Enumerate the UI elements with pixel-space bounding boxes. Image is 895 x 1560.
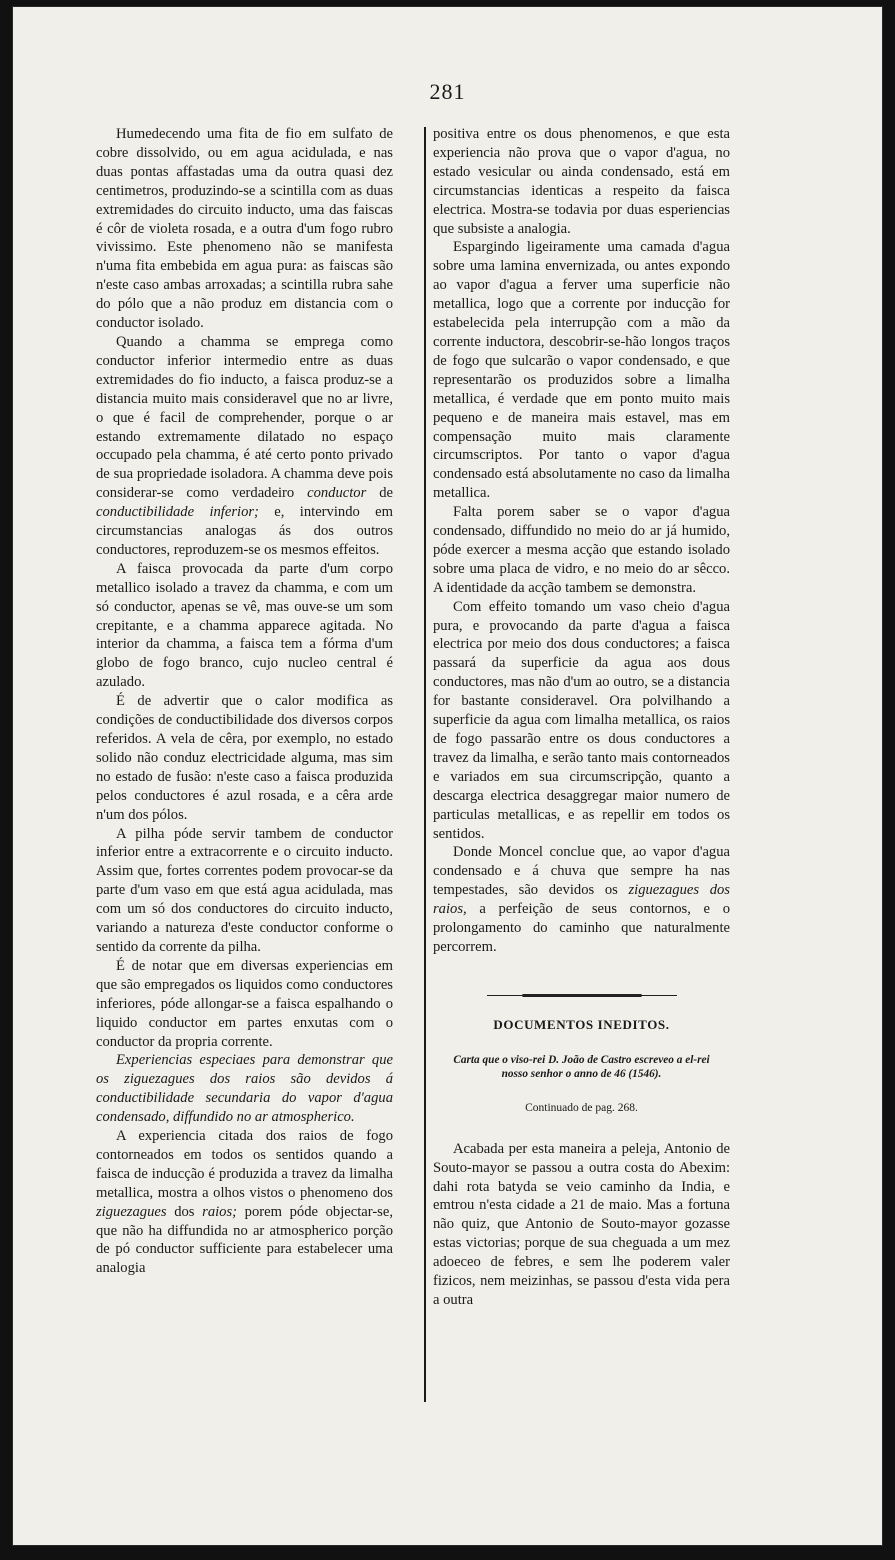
paragraph: Donde Moncel conclue que, ao vapor d'agua condensado e á chuva que sempre ha nas tempestades, são devidos os ziguezagues dos raios, a perfeição de seus contornos, e o prolongamento do caminho que naturalmente percorrem.	[433, 844, 730, 955]
section-title: DOCUMENTOS INEDITOS.	[493, 1016, 670, 1032]
paragraph: Com effeito tomando um vaso cheio d'agua pura, e provocando da parte d'agua a faisca electrica por meio dos dous conductores; a faisca passará da superficie da agua aos dous conductores, mas não d'um ao outro, se a distancia for bastante consideravel. Ora polvilhando a superficie da agua com limalha metallica, os raios de fogo passarão entre os dous conductores a travez da limalha, e serão tanto mais contorneados e variados em sua circumscripção, quanto a descarga electrica desaggregar maior numero de particulas metallicas, e as repellir em todos os sentidos.	[433, 598, 730, 842]
section-heading: Experiencias especiaes para demonstrar que os ziguezagues dos raios são devidos á conductibilidade secundaria do vapor d'agua condensado, diffundido no ar atmospherico.	[96, 1052, 393, 1126]
paragraph: É de notar que em diversas experiencias em que são empregados os liquidos como conductores inferiores, póde allongar-se a faisca espalhando o liquido conductor em partes enxutas com o conductor da propria corrente.	[96, 957, 393, 1050]
right-column	[433, 125, 730, 1310]
continued-note: Continuado de pag. 268.	[525, 1101, 638, 1114]
letter-title: Carta que o viso-rei D. João de Castro escreveo a el-rei nosso senhor o anno de 46 (1546).	[453, 1053, 710, 1080]
paragraph: Humedecendo uma fita de fio em sulfato de cobre dissolvido, ou em agua acidulada, e nas duas pontas affastadas uma da outra quasi dez centimetros, produzindo-se a scintilla com as duas extremidades do circuito inducto, uma das faiscas é côr de violeta rosada, e a outra d'um fogo rubro vivissimo. Este phenomeno não se manifesta n'uma fita embebida em agua pura: as faiscas são n'este caso ambas arroxadas; a scintilla rubra sahe do pólo que a não produz em distancia com o conductor isolado.	[96, 126, 393, 332]
page-number: 281	[429, 79, 466, 104]
paragraph: Quando a chamma se emprega como conductor inferior intermedio entre as duas extremidades do fio inducto, a faisca produz-se a distancia muito mais consideravel que no ar livre, o que é facil de comprehender, porque o ar estando extremamente dilatado no espaço occupado pela chamma, é até certo ponto privado de sua propriedade isoladora. A chamma deve pois considerar-se como verdadeiro conductor de conductibilidade inferior; e, intervindo em circumstancias analogas ás dos outros conductores, reproduzem-se os mesmos effeitos.	[96, 333, 393, 558]
paragraph: É de advertir que o calor modifica as condições de conductibilidade dos diversos corpos referidos. A vela de cêra, por exemplo, no estado solido não conduz electricidade alguma, mas sim no estado de fusão: n'este caso a faisca produzida pelos conductores é azul rosada, e a cêra arde n'um dos pólos.	[96, 693, 393, 823]
paragraph: positiva entre os dous phenomenos, e que esta experiencia não prova que o vapor d'agua, no estado vesicular ou ainda condensado, está em circumstancias identicas a respeito da faisca electrica. Mostra-se todavia por duas esperiencias que subsiste a analogia.	[433, 126, 730, 237]
column-divider	[424, 127, 426, 1402]
ornamental-rule	[487, 993, 677, 998]
paragraph: Espargindo ligeiramente uma camada d'agua sobre uma lamina envernizada, ou antes expondo ao vapor d'agua a ferver uma superficie não metallica, logo que a corrente por inducção for estabelecida pela interrupção com a mão da corrente inductora, descobrir-se-hão longos traços de fogo que sulcarão o vapor condensado, e que representarão os produzidos sobre a limalha metallica, é verdade que em ponto muito mais pequeno e de maneira mais estavel, mas em compensação muito mais claramente circumscriptos. Por tanto o vapor d'agua condensado está absolutamente no caso da limalha metallica.	[433, 239, 730, 502]
paragraph: A pilha póde servir tambem de conductor inferior entre a extracorrente e o circuito inducto. Assim que, fortes correntes podem provocar-se da parte d'um vaso em que está agua acidulada, mas com um só dos conductores do circuito inducto, variando a natureza d'este conductor conforme o sentido da corrente da pilha.	[96, 825, 393, 955]
paragraph: Falta porem saber se o vapor d'agua condensado, diffundido no meio do ar já humido, póde exercer a mesma acção que estando isolado sobre uma placa de vidro, e no meio do ar sêcco. A identidade da acção tambem se demonstra.	[433, 504, 730, 596]
paragraph: A faisca provocada da parte d'um corpo metallico isolado a travez da chamma, e com um só conductor, apenas se vê, mas ouve-se um som crepitante, e a chamma apparece agitada. No interior da chamma, a faisca tem a fórma d'um globo de fogo branco, cujo nucleo central é azulado.	[96, 560, 393, 691]
document-page	[12, 6, 883, 1546]
left-column	[96, 125, 393, 1278]
paragraph: Acabada per esta maneira a peleja, Antonio de Souto-mayor se passou a outra costa do Abexim: dahi rota batyda se veio caminho da India, e emtrou n'esta cidade a 21 de maio. Mas a fortuna não quiz, que Antonio de Souto-mayor gozasse estas victorias; porque de sua cheguada a um mez adoeceo de febres, e sem lhe poderem valer fizicos, nem meizinhas, se passou d'esta vida pera a outra	[433, 1140, 730, 1308]
paragraph: A experiencia citada dos raios de fogo contorneados em todos os sentidos quando a faisca de inducção é produzida a travez da limalha metallica, mostra a olhos vistos o phenomeno dos ziguezagues dos raios; porem póde objectar-se, que não ha diffundida no ar atmospherico porção de pó conductor sufficiente para estabelecer uma analogia	[96, 1128, 393, 1277]
